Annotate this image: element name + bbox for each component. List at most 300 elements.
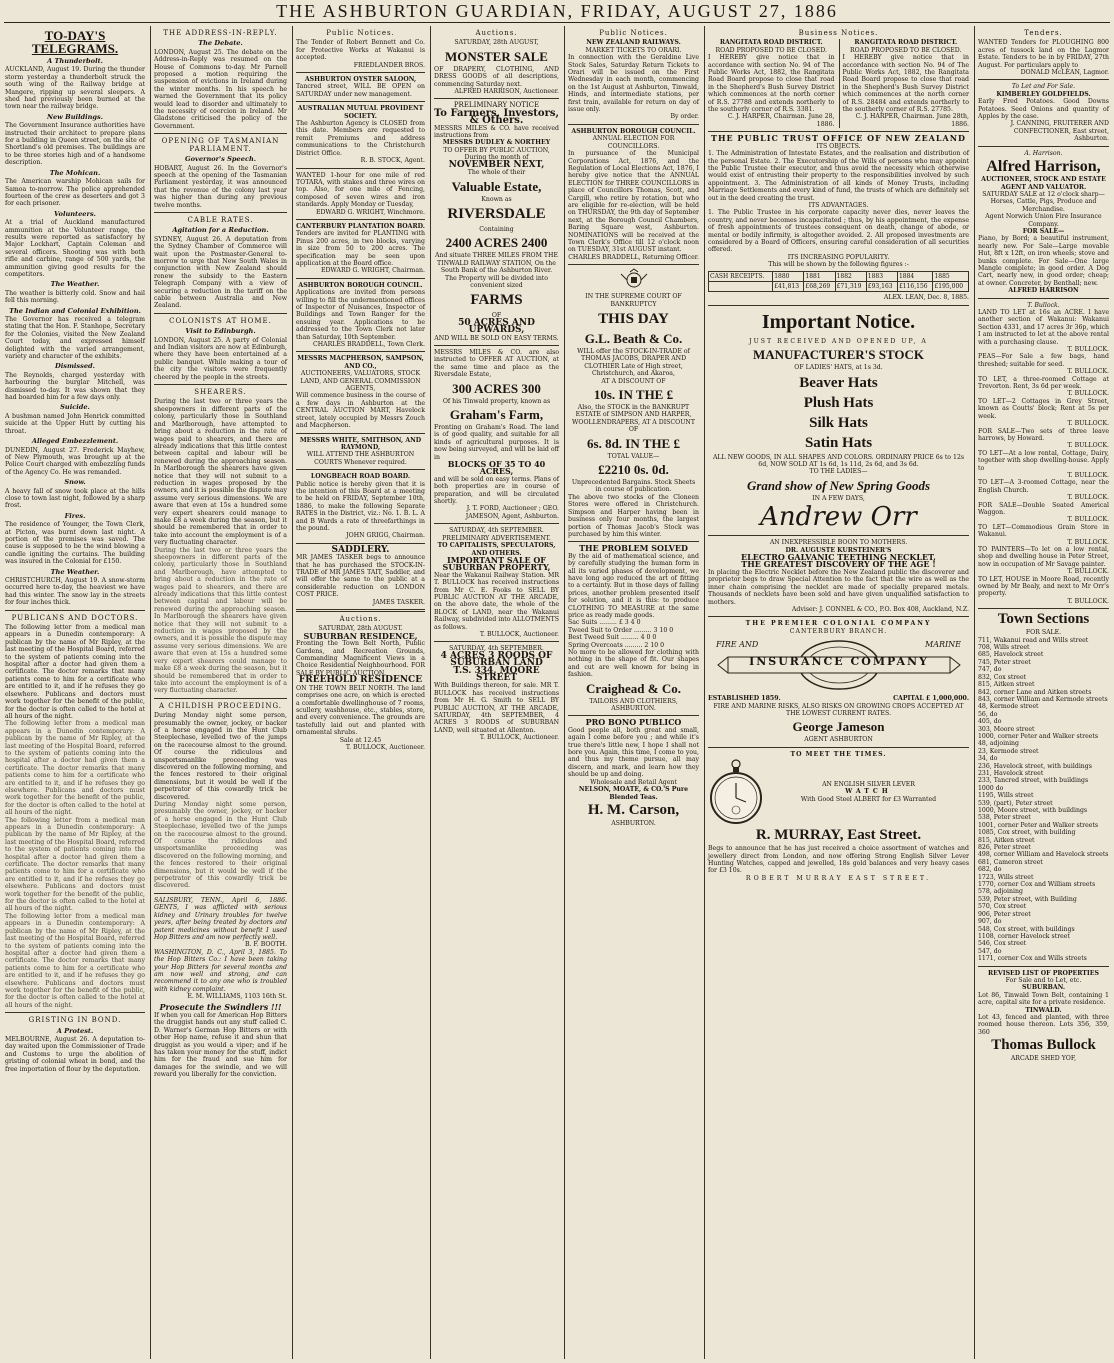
advert-title: ELECTRO GALVANIC TEETHING NECKLET, <box>741 552 936 563</box>
listing-signature: T. BULLOCK. <box>1067 442 1109 450</box>
article-title: CABLE RATES. <box>187 215 254 224</box>
watch-advert-body: AN ENGLISH SILVER LEVER <box>822 781 915 789</box>
telegram-body: The residence of Younger, the Town Clerk, at Picton, was burnt down last night. A portion of the premises was saved. The cause is supposed to be the wind blowing a candle igniting the curtains. The building was insured in the Colonial for £150. <box>5 521 145 566</box>
article-body-filler: The following letter from a medical man appears in a Dunedin contemporary: A publican by the name of Mr Ripley, at the last meeting of the Hospital Board, referred to the system of patients coming into the hospital after a doctor had given them a certificate. The doctor remarks that many patients come to him for a certificate who are entitled to it, and if he refuses they go elsewhere. Publicans and doctors must work together for the benefit of the public, for the doctor is often called to the hotel at all hours of the night. <box>5 720 145 817</box>
price-item: Best Tweed Suit <box>568 634 619 642</box>
hat-item: Beaver Hats <box>799 374 878 391</box>
divider <box>296 543 425 544</box>
divider <box>708 305 969 306</box>
divider <box>5 610 145 611</box>
tender-signature: DONALD McLEAN, Lagmor. <box>1020 69 1109 77</box>
price-value: 3 10 0 <box>653 626 674 634</box>
table-cell: 1883 <box>866 271 897 281</box>
notice-title: RANGITATA ROAD DISTRICT. <box>854 39 958 47</box>
price-row: Tweed Suit to Order ......... 3 10 0 <box>568 626 674 634</box>
table-cell: 1884 <box>897 271 932 281</box>
town-sections-list <box>978 637 1109 963</box>
auction-title: T.S. 334, MOORE STREET <box>453 665 540 683</box>
telegram-body: The Reynolds, charged yesterday with harbouring the burglar Mitchell, was dismissed to-day. It was shown that they had boarded him for a few days only. <box>5 371 145 402</box>
telegrams-title: TO-DAY'S TELEGRAMS. <box>31 28 119 56</box>
auction-body: OF <box>491 312 502 320</box>
listing-body: TO LET—At a low rental, Cottage, Dairy, together with shop dwelling-house. Apply to <box>978 449 1109 472</box>
article-subtitle: A Protest. <box>56 1026 94 1035</box>
listing-body: FOR SALE—Two sets of three leave harrows, by Howard. <box>978 427 1109 442</box>
divider <box>296 101 425 102</box>
insurance-details <box>708 695 969 702</box>
town-section-item: 1195, Wills street <box>978 792 1034 800</box>
advert-body: Piano, by Bord; a beautiful instrument, nearly new. For Sale—Large movable Hut, 8ft x 12ft, on iron wheels; stove and bunks complete. For Sale—One large Mangle complete; in good order. A Dog Cart, nearly new, in good order; cheap; at owner. Concreter, by Benthall; new. <box>978 235 1109 287</box>
notice-body: WILL ATTEND THE ASHBURTON COURTS Whenever required. <box>306 451 415 466</box>
article-title: THE ADDRESS-IN-REPLY. <box>163 29 278 37</box>
telegram-body: CHRISTCHURCH, August 19. A snow-storm occurred here to-day, the heaviest we have had this winter. The snow lay in the streets for four inches thick. <box>5 577 145 607</box>
auction-date: SATURDAY, 28th AUGUST. <box>318 625 403 633</box>
divider <box>708 535 969 536</box>
notice-body: JUST RECEIVED AND OPENED UP, A <box>749 337 928 345</box>
auctioneer-body: SATURDAY SALE at 12 o'clock sharp—Horses, Cattle, Pigs, Produce and Merchandise. <box>982 190 1105 213</box>
notice-signature: R. B. STOCK, Agent. <box>360 157 425 165</box>
town-section-item: 843, corner William and Kermode streets <box>978 695 1108 703</box>
listing-signature: T. BULLOCK. <box>1067 568 1109 576</box>
listing-signature: T. BULLOCK. <box>1067 471 1109 479</box>
notice-body: The Ashburton Agency is CLOSED from this date. Members are requested to remit Premiums and address communications to the Christchurch District Office. <box>296 120 425 157</box>
public-trust-body: 1. The Administration of Intestate Estates, and the realisation and distribution of the personal Estate. 2. The Executorship of the Wills of persons who may appoint the Public Trustee their executor, and thus avoid the necessity which otherwise would exist of entrusting their property to the responsibilities involved by such appointment. 3. The Administration of all kinds of Money Trusts, including Marriage Settlements and every kind of fund, the trusts of which are definitely set out in the deed creating the trust. <box>708 150 969 202</box>
section-title: To Let and For Sale. <box>1011 83 1076 91</box>
article-body-filler: During the last two or three years the sheepowners in different parts of the colony, particularly those in Southland and Marlborough, have attempted to bring about a reduction in the rate of wages paid to shearers, and there are already indications that this little contest between capital and labour will be renewed during the approaching season. In Marlborough the shearers have given notice that they will not submit to a reduction in wages proposed by the owners, and it is possible the dispute may assume very serious dimensions. We are aware that even at 15s a hundred some very expert shearers could manage to make £8 a week during the season, but it should be remembered that in order to take into account the employment is of a very fluctuating character. <box>154 546 287 695</box>
notice-title: CANTERBURY PLANTATION BOARD. <box>296 222 425 230</box>
auction-title: FARMS <box>470 292 523 309</box>
auction-title: 50 ACRES AND UPWARDS, <box>458 317 535 336</box>
watch-advert <box>708 758 969 826</box>
bullock-name: Thomas Bullock <box>991 1037 1096 1054</box>
telegram-heading: Volunteers. <box>54 209 96 218</box>
town-section-item: 711, Wakanui road and Wills street <box>978 636 1089 644</box>
advert-title: FOR SALE— <box>1022 227 1065 235</box>
town-section-item: 747, do <box>978 666 1002 674</box>
divider <box>978 146 1109 147</box>
notice-body: ALL NEW GOODS, IN ALL SHAPES AND COLORS. ORDINARY PRICE 6s to 12s 6d, NOW SOLD AT 1s 6d, 1s 11d, 2s 6d, and 3s 6d. <box>712 453 965 469</box>
town-section-item: 405, do <box>978 718 1002 726</box>
advert-signature: TAILORS AND CLOTHIERS, ASHBURTON. <box>589 697 678 713</box>
advert-title: KIMBERLEY GOLDFIELDS. <box>996 90 1091 98</box>
public-trust-title: THE PUBLIC TRUST OFFICE OF NEW ZEALAND <box>711 133 966 144</box>
town-section-item: 578, adjoining <box>978 888 1023 896</box>
table-cell: £41,813 <box>773 282 804 292</box>
divider <box>708 747 969 748</box>
article-body-filler: The following letter from a medical man appears in a Dunedin contemporary: A publican by the name of Mr Ripley, at the last meeting of the Hospital Board, referred to the system of patients coming into the hospital after a doctor had given them a certificate. The doctor remarks that many patients come to him for a certificate who are entitled to it, and if he refuses they go elsewhere. Publicans and doctors must work together for the benefit of the public, for the doctor is often called to the hotel at all hours of the night. <box>5 912 145 1009</box>
town-section-item: 233, Tancred street, with buildings <box>978 777 1089 785</box>
notice-body: The above two stocks of the Cloneen Stores were offered in Christchurch. Simpson and Harper having been in business only four months, the largest portion of Thomas Jacob's Stock was purchased by him this winter. <box>568 493 699 538</box>
advert-body: Wholesale and Retail Agent <box>590 778 677 786</box>
telegram-heading: New Buildings. <box>46 112 104 121</box>
article-body: MELBOURNE, August 26. A deputation to-day waited upon the Commissioner of Trade and Customs to urge the abolition of gristing of colonial wheat in bond, and the free importation of flour by the deputation. <box>5 1035 145 1073</box>
notice-body: The Tender of Robert Bennett and Co. for Protective Works at Wakanui is accepted. <box>296 39 425 62</box>
notice-signature: C. J. HARPER, Chairman. June 28th, 1886. <box>855 113 969 128</box>
public-trust-heading: ITS INCREASING POPULARITY. <box>787 253 890 261</box>
notice-title: ASHBURTON BOROUGH COUNCIL. <box>571 127 696 135</box>
town-section-item: 48, adjoining <box>978 740 1019 748</box>
auction-body: OF DRAPERY, CLOTHING, AND DRESS GOODS of all descriptions, commencing Saturday next. <box>434 65 559 88</box>
notice-title: LONGBEACH ROAD BOARD. <box>310 473 411 481</box>
auctioneer-description: AUCTIONEER, STOCK AND ESTATE AGENT AND VALUATOR. <box>981 176 1106 191</box>
listing-signature: T. BULLOCK. <box>1067 346 1109 354</box>
telegram-body: The Government Insurance authorities have instructed their architect to prepare plans for a building in Queen street, on the site of Shortland's old premises. The buildings are to be three stories high and of a handsome description. <box>5 122 145 167</box>
listing-signature: T. BULLOCK. <box>1067 597 1109 605</box>
notice-body: Public notice is hereby given that it is the intention of this Board at a meeting to be held on FRIDAY, September 10th, 1886, to make the following Separate RATES in the District, viz.: No. 1. B. L. A and B Wards a rate of threefarthings in the pound. <box>296 480 425 532</box>
article-title: SHEARERS. <box>194 388 247 397</box>
article-title: COLONISTS AT HOME. <box>169 316 272 325</box>
auction-body: MESSRS MILES & CO. have received instructions from <box>434 124 559 140</box>
auction-body: and will be sold on easy terms. Plans of both properties are in course of preparation, and will be circulated shortly. <box>434 475 559 506</box>
insurance-marine-label: MARINE <box>925 640 961 650</box>
auction-title: MONSTER SALE <box>445 48 548 64</box>
article-subtitle: The Debate. <box>198 39 243 48</box>
murray-signature: ROBERT MURRAY EAST STREET. <box>745 874 932 882</box>
town-section-item: 23, Kermode street <box>978 747 1039 755</box>
notice-body: Tenders are invited for PLANTING with Pinus 200 acres, in two blocks, varying in size from 50 to 200 acres. The specification may be seen upon application at the Board office. <box>296 230 425 267</box>
notice-subtitle: AUCTIONEERS, VALUATORS, STOCK LAND, AND GENERAL COMMISSION AGENTS, <box>300 370 421 393</box>
auction-sale-time: Sale at 12.45 <box>339 736 382 744</box>
notice-body: WILL offer the STOCK-IN-TRADE of THOMAS JACOBS, DRAPER AND CLOTHIER Late of High street, Christchurch, and Akaroa, <box>577 348 690 378</box>
telegram-heading: Fires. <box>64 511 86 520</box>
listing-body: TO PAINTERS—To let on a low rental, shop and dwelling house in Peter Street, now in occupation of Mr Savage painter. <box>978 546 1109 568</box>
pocket-watch-icon <box>708 758 764 826</box>
column-business-notices <box>704 26 972 1359</box>
notice-subtitle: ROAD PROPOSED TO BE CLOSED. <box>849 46 962 54</box>
advert-title: DR. AUGUSTE KURSTEINER'S <box>785 546 892 554</box>
notice-signature: C. J. HARPER, Chairman. June 28, 1886. <box>727 113 835 128</box>
telegram-body: The weather is bitterly cold. Snow and hail fell this morning. <box>5 289 145 305</box>
divider <box>296 433 425 434</box>
divider <box>154 133 287 134</box>
article-body: LONDON, August 25. A party of Colonial and Indian visitors are now at Edinburgh, where they have been entertained at a public banquet. While making a tour of the city the visitors were frequently cheered by the people in the streets. <box>154 336 287 381</box>
royal-crest-icon <box>619 268 649 290</box>
column-public-notices-2 <box>564 26 702 1359</box>
auction-body: And situate THREE MILES FROM THE TINWALD RAILWAY STATION, On the South Bank of the Ashburton River. <box>435 252 558 275</box>
auction-title: Graham's Farm, <box>449 407 544 422</box>
notice-title: MANUFACTURER'S STOCK <box>752 347 925 363</box>
town-section-item: 56, do <box>978 710 998 718</box>
watch-advert-body: With Good Steel ALBERT for £3 Warranted <box>800 795 937 803</box>
town-section-item: 34, do <box>978 755 998 763</box>
price-item: Sac Suits <box>568 619 598 627</box>
divider <box>296 469 425 470</box>
total-value-label: TOTAL VALUE— <box>607 452 660 460</box>
insurance-established: ESTABLISHED 1859. <box>708 695 781 703</box>
notice-signature: JOHN GRIGG, Chairman. <box>346 532 425 540</box>
column-telegrams <box>2 26 148 1359</box>
advert-body: Early Fred Potatoes. Good Downs Potatoes. Seed Onions and quantity of Apples by the case. <box>978 98 1109 121</box>
divider <box>154 313 287 314</box>
notice-signature: CHARLES BRADDELL, Town Clerk. <box>312 341 425 349</box>
article-subtitle: Agitation for a Reduction. <box>172 226 269 235</box>
testimonial-signature: E. M. WILLIAMS, 1103 16th St. <box>187 993 287 1001</box>
revised-list-heading: SUBURBAN. <box>1021 984 1066 992</box>
divider <box>568 264 699 265</box>
insurance-branch: CANTERBURY BRANCH. <box>789 627 888 635</box>
price-item: Spring Overcoats <box>568 641 623 649</box>
auction-date: SATURDAY, 4th SEPTEMBER. <box>449 527 544 535</box>
article-title: PUBLICANS AND DOCTORS. <box>11 613 139 622</box>
article-body-filler: During Monday night some person, presumably the owner, jockey, or backer of a horse engaged in the Hunt Club Steeplechase, levelled two of the jumps on the racecourse almost to the ground. Of course the ridiculous and unsportsmanlike proceeding was discovered on the following morning, and the fences restored to their original dimensions, but it would be well if the perpetrator of this cowardly trick be discovered. <box>154 801 287 890</box>
road-notice-left <box>708 39 835 128</box>
town-section-item: 815, Aitken street <box>978 681 1035 689</box>
auction-signature: T. BULLOCK, Auctioneer. <box>479 630 559 638</box>
town-sections-subtitle: FOR SALE. <box>1025 629 1062 637</box>
column-head: Public Notices. <box>599 29 668 37</box>
notice-title: SADDLERY. <box>331 544 390 555</box>
notice-signature: EDWARD G. WRIGHT, Chairman. <box>320 267 425 275</box>
insurance-body: FIRE AND MARINE RISKS, ALSO RISKS ON GROWING CROPS ACCEPTED AT THE LOWEST CURRENT RATES. <box>713 702 964 717</box>
telegram-body: DUNEDIN, August 27. Frederick Mayhew, of New Plymouth, was brought up at the Police Court charged with embezzling funds of the Agency Co. He was remanded. <box>5 446 145 476</box>
notice-body: Applications are invited from persons willing to fill the undermentioned offices of Inspector of Nuisances, Inspector of Buildings and Town Ranger for the ensuing year. Applications to be addressed to the Town Clerk not later than Saturday, 10th September. <box>296 289 425 341</box>
road-notices <box>708 39 969 128</box>
telegram-body: At a trial of Auckland manufactured ammunition at the Volunteer range, the results were reported as satisfactory by Major Lockhart, Captain Coleman and several officers. Shooting was with both rifle and carbine, range of 500 yards, the ammunition giving good results for the competitors. <box>5 219 145 278</box>
town-section-item: 1770, corner Cox and William streets <box>978 881 1096 889</box>
auction-date: SATURDAY, 4th SEPTEMBER. <box>449 645 544 653</box>
divider <box>978 608 1109 609</box>
auction-body: Fronting the Town Belt North, Public Gardens, and Recreation Grounds, Commanding Magnificent Views in a Choice Residential Neighbourhood. FOR SALE BY PUBLIC AUCTION. <box>296 640 425 677</box>
notice-body: In pursuance of the Municipal Corporations Act, 1876, and the Regulation of Local Elections Act, 1876, I hereby give notice that the ANNUAL ELECTION for THREE COUNCILLORS in place of Councillors Thomas, Scott, and Cargill, who retire by rotation, but who are eligible for re-election, will be held on THURSDAY, the 9th day of September next, at the Borough Council Chambers, Baring Square west, Ashburton. NOMINATIONS will be received at the Town Clerk's Office till 12 o'clock noon on TUESDAY, 31st AUGUST instant. <box>568 150 699 254</box>
auction-signature: T. BULLOCK, Auctioneer. <box>345 743 425 751</box>
town-section-item: 907, do <box>978 918 1002 926</box>
murray-body: Begs to announce that he has just received a choice assortment of watches and jewellery direct from London, and now offering Strong English Silver Lever Hunting Watches, capped and jewelled, 18s gold balances and very heavy cases for £3 10s. <box>708 845 969 875</box>
article-body: During Monday night some person, presumably the owner, jockey, or backer of a horse engaged in the Hunt Club Steeplechase, levelled two of the jumps on the racecourse almost to the ground. Of course the ridiculous and unsportsmanlike proceeding was discovered on the following morning, and the fences restored to their original dimensions, but it would be well if the perpetrator of this cowardly trick be discovered. <box>154 712 287 801</box>
price-row: Sac Suits ......... £ 3 4 0 <box>568 619 641 627</box>
column-tenders <box>974 26 1112 1359</box>
notice-body: OF LADIES' HATS, at 1s 3d. <box>794 364 883 372</box>
article-title: A CHILDISH PROCEEDING. <box>158 701 283 710</box>
column-public-notices <box>292 26 428 1359</box>
auction-body: The Property will be divided into convenient sized <box>444 274 549 289</box>
table-cell: £116,156 <box>897 282 932 292</box>
auctioneer-name: Alfred Harrison, <box>986 158 1101 176</box>
advert-body: Good people all, both great and small, again I come before you ; and while it's true there's little new, I hope I shall not bore you. Again, this time, I come to you, and thus my theme pursue, all may discern, and mark, and learn how they should be up and doing. <box>568 726 699 779</box>
divider <box>296 219 425 220</box>
divider <box>978 298 1109 299</box>
notice-title: MESSRS MACPHERSON, SAMPSON, AND CO., <box>297 355 424 370</box>
advert-merchant: H. M. Carson, <box>587 801 680 818</box>
watch-advert-title: TO MEET THE TIMES. <box>790 750 887 758</box>
listing-signature: T. BULLOCK. <box>1067 516 1109 524</box>
listing-body: PEAS—For Sale a few bags, hand threshed; suitable for seed. <box>978 353 1109 368</box>
listing-signature: T. BULLOCK. <box>1067 368 1109 376</box>
town-section-item: 546, Cox street <box>978 940 1027 948</box>
town-section-item: 48, Kermode street <box>978 703 1039 711</box>
divider <box>296 72 425 73</box>
town-section-item: 547, do <box>978 947 1002 955</box>
town-section-item: 682, do <box>978 866 1002 874</box>
town-section-item: 745, Peter street <box>978 658 1031 666</box>
column-head: Tenders. <box>1024 29 1063 37</box>
column-news <box>150 26 290 1359</box>
column-head: Auctions. <box>339 615 382 624</box>
town-section-item: 842, corner Lane and Aitken streets <box>978 688 1092 696</box>
price-row: Best Tweed Suit ......... 4 0 0 <box>568 634 657 642</box>
divider <box>296 351 425 352</box>
andrew-orr-signature: Andrew Orr <box>760 502 917 533</box>
notice-subtitle: ANNUAL ELECTION FOR COUNCILLORS. <box>592 135 675 150</box>
public-trust-heading: ITS ADVANTAGES. <box>808 201 869 209</box>
divider <box>568 715 699 716</box>
divider <box>154 212 287 213</box>
listing-signature: T. BULLOCK. <box>1067 538 1109 546</box>
article-subtitle: Governor's Speech. <box>184 155 257 164</box>
notice-signature: FRIEDLANDER BROS. <box>353 61 425 69</box>
table-cell: 1882 <box>835 271 866 281</box>
hat-item: Satin Hats <box>804 434 873 451</box>
town-section-item: 498, corner William and Havelock streets <box>978 851 1109 859</box>
table-cell <box>709 282 773 292</box>
town-section-item: 1001, corner Peter and Walker streets <box>978 821 1099 829</box>
auction-date: SATURDAY, 28th AUGUST, <box>454 39 539 47</box>
price-value: 4 0 0 <box>640 634 657 642</box>
listing-body: TO LET—2 Cottages in Grey Street, known as Coutts' block; Rent at 5s per week. <box>978 397 1109 420</box>
auction-signature: J. T. FORD, Auctioneer ; GEO. JAMESON, Agent, Ashburton. <box>465 505 559 520</box>
listing-body: FOR SALE—Double Seated Americal Waggon. <box>978 501 1109 516</box>
table-cell: £68,269 <box>804 282 835 292</box>
table-cell: CASH RECEIPTS. <box>709 271 773 281</box>
notice-subtitle: ROAD PROPOSED TO BE CLOSED. <box>715 46 828 54</box>
notice-title: NEW ZEALAND RAILWAYS. <box>586 39 681 47</box>
insurance-agent-sub: AGENT ASHBURTON <box>804 736 873 744</box>
auction-body: AND WILL BE SOLD ON EASY TERMS. <box>434 334 559 342</box>
notice-body: Will commence business in the course of a few days in Ashburton at the CENTRAL AUCTION MART, Havelock street, lately occupied by Messrs Zouch and Macpherson. <box>296 392 425 430</box>
auction-title: Valuable Estate, <box>451 178 542 194</box>
table-cell: £93,163 <box>866 282 897 292</box>
discount-amount: 10s. IN THE £ <box>593 387 674 403</box>
town-section-item: 539, (part), Peter street <box>978 799 1053 807</box>
telegram-heading: A Thunderbolt. <box>47 57 103 65</box>
divider <box>154 893 287 894</box>
notice-body: Tancred street, WILL BE OPEN on SATURDAY under new management. <box>296 83 425 98</box>
advert-body: If when you call for American Hop Bitters the druggist hands out any stuff called C. D. Warner's German Hop Bitters or with other Hop name, refuse it and shun that druggist as you would a viper; and if he has taken your money for the stuff, indict him for the fraud and sue him for damages for the swindle, and we will reward you liberally for the conviction. <box>154 1011 287 1079</box>
advert-title: THE GREATEST DISCOVERY OF THE AGE ! <box>741 559 936 570</box>
auction-body: Of his Tinwald property, known as <box>442 397 551 405</box>
notice-body: WANTED 1-hour for one mile of red TOTARA, with stakes and three wires on top. Also, for one mile of Fencing, composed of seven wires and iron standards. Apply Monday or Tuesday, <box>296 171 425 209</box>
telegram-heading: Alleged Embezzlement. <box>31 437 119 446</box>
notice-title: RANGITATA ROAD DISTRICT. <box>719 39 823 47</box>
public-trust-heading: ITS OBJECTS. <box>816 142 861 150</box>
testimonial: WASHINGTON, D. C., April 3, 1885. To the Hop Bitters Co.: I have been taking your Hop Bitters for several months and am now well and strong, and can recommend it to any one who is troubled with kidney complaint. <box>154 948 287 993</box>
listing-body: TO LET—Commodious Grain Store in Wakanui. <box>978 523 1109 539</box>
town-section-item: 681, Cameron street <box>978 858 1043 866</box>
telegram-body: A bushman named John Henrick committed suicide at the Upper Hutt by cutting his throat. <box>5 412 145 435</box>
listing-signature: T. BULLOCK. <box>1067 390 1109 398</box>
divider <box>434 523 559 524</box>
notice-signature: JAMES TASKER. <box>372 598 425 606</box>
court-title: IN THE SUPREME COURT OF BANKRUPTCY <box>585 293 682 308</box>
divider <box>978 966 1109 967</box>
price-row: Spring Overcoats ......... 2 10 0 <box>568 641 665 649</box>
divider <box>154 384 287 385</box>
table-cell: 1885 <box>933 271 969 281</box>
article-title: GRISTING IN BOND. <box>28 1016 122 1025</box>
listing-body: LAND TO LET at 16s an ACRE. I have another section of Wakanui: Wakanui Section 4331, and 17 acres 3r 36p, which I am instructed to let at the above rental with a purchasing clause. <box>978 309 1109 346</box>
price-table <box>568 619 699 649</box>
telegram-heading: The Mohican. <box>49 168 101 177</box>
section-title: A. Harrison. <box>1024 149 1063 157</box>
town-section-item: 708, Wills street <box>978 644 1030 652</box>
advert-merchant: Craighead & Co. <box>586 680 681 696</box>
important-notice-title: Important Notice. <box>761 310 916 333</box>
price-item: Tweed Suit to Order <box>568 626 632 634</box>
insurance-emblem <box>708 637 969 693</box>
insurance-agent: George Jameson <box>792 719 885 735</box>
auction-title: PRELIMINARY ADVERTISEMENT. <box>442 534 551 542</box>
notice-body: I HEREBY give notice that in accordance with section No. 94 of The Public Works Act, 1882, the Rangitata Road Board propose to close that road in the Shepherd's Bush Survey District which commences at the north corner of R.S. 27788 and extends northerly to the southerly corner of R.S. 3381. <box>708 54 835 114</box>
notice-body: MR JAMES TASKER begs to announce that he has purchased the STOCK-IN-TRADE of MR JAMES TAIT, Saddler, and will offer the same to the public at a considerable reduction on LONDON COST PRICE. <box>296 554 425 599</box>
table-cell: £71,319 <box>835 282 866 292</box>
town-section-item: 906, Peter street <box>978 910 1031 918</box>
telegram-heading: Suicide. <box>60 403 90 412</box>
price-value: 2 10 0 <box>644 641 665 649</box>
telegram-body: The Governor has received a telegram stating that the Hon. F. Stanhope, Secretary for the Colonies, visited the New Zealand Court today, and expressed himself delighted with the varied arrangement, variety and character of the exhibits. <box>5 316 145 361</box>
town-section-item: 826, Peter street <box>978 844 1031 852</box>
telegram-body: A heavy fall of snow took place at the hills close to town last night, followed by a sharp frost. <box>5 487 145 510</box>
insurance-header: THE PREMIER COLONIAL COMPANY <box>745 620 932 628</box>
divider <box>708 131 969 132</box>
auction-month: NOVEMBER NEXT, <box>448 159 545 170</box>
telegram-body: AUCKLAND, August 19. During the thunder storm yesterday a thunderbolt struck the south wing of the Railway bridge at Mangere, ripping up several sleepers. A shed had previously been burned at the town near the railway bridge. <box>5 66 145 111</box>
column-auctions <box>430 26 562 1359</box>
notice-title: ASHBURTON BOROUGH COUNCIL. <box>298 281 423 289</box>
article-title: OPENING OF TASMANIAN PARLIAMENT. <box>161 137 280 153</box>
advert-body: In placing the Electric Necklet before the New Zealand public the discoverer and proprietor begs to draw Special Attention to the fact that the wire as well as the inner chain comprising the necklet are made of specially prepared metals. Thousands of necklets have been sold and have given unqualified satisfaction to mothers. <box>708 568 969 606</box>
advert-signature: J. CANNING, FRUITERER AND CONFECTIONER, East street, Ashburton. <box>1010 120 1109 143</box>
town-section-item: 815, Aitken street <box>978 836 1035 844</box>
auction-signature: ALFRED HARRISON, Auctioneer. <box>454 88 559 96</box>
notice-subtitle: MARKET TICKETS TO ORARI. <box>585 46 682 54</box>
notice-body: Also, the STOCK in the BANKRUPT ESTATE of SIMPSON AND HARPER, WOOLLENDRAPERS, AT A DISCOUNT OF <box>572 404 695 434</box>
town-section-item: 832, Cox street <box>978 673 1027 681</box>
divider <box>708 616 969 617</box>
auction-title: IMPORTANT SALE OF SUBURBAN PROPERTY, <box>442 554 551 573</box>
column-head: Business Notices. <box>798 29 879 37</box>
advert-heading: Prosecute the Swindlers !!! <box>159 1001 282 1012</box>
bullock-address: ARCADE SHED YOF, <box>1010 1055 1077 1063</box>
auction-body: The whole of their <box>467 169 526 177</box>
estate-acreage: 2400 ACRES 2400 <box>445 235 548 251</box>
divider <box>568 541 699 542</box>
town-section-item: 303, Moore street <box>978 725 1035 733</box>
divider <box>434 98 559 99</box>
auction-body: TO OFFER BY PUBLIC AUCTION, During the month of <box>443 146 550 162</box>
notice-signature: CHARLES BRADDELL, Returning Officer. <box>568 253 699 261</box>
town-section-item: 538, Peter street <box>978 814 1031 822</box>
merchant-name: G.L. Beath & Co. <box>584 331 683 346</box>
article-body: During the last two or three years the sheepowners in different parts of the colony, particularly those in Southland and Marlborough, have attempted to bring about a reduction in the rate of wages paid to shearers, and there are already indications that this little contest between capital and labour will be renewed during the approaching season. In Marlborough the shearers have given notice that they will not submit to a reduction in wages proposed by the owners, and it is possible the dispute may assume very serious dimensions. We are aware that even at 15s a hundred some very expert shearers could manage to make £8 a week during the season, but it should be remembered that in order to take into account the employment is of a very fluctuating character. <box>154 398 287 547</box>
auction-signature: T. BULLOCK, Auctioneer. <box>479 734 559 742</box>
town-section-item: 1085, Cox street, with building <box>978 829 1076 837</box>
advert-subtitle: AN INEXPRESSIBLE BOON TO MOTHERS. <box>769 539 908 547</box>
article-subtitle: Visit to Edinburgh. <box>185 327 256 336</box>
divider <box>296 278 425 279</box>
auction-body: Known as <box>481 195 512 203</box>
advert-signature: ALFRED HARRISON <box>1008 287 1079 295</box>
this-day-title: THIS DAY <box>598 311 669 327</box>
town-section-item: 685, Havelock street <box>978 651 1044 659</box>
notice-signature: EDWARD G. WRIGHT, Winchmore. <box>315 208 425 216</box>
advert-signature: ASHBURTON. <box>611 819 656 827</box>
telegram-heading: Snow. <box>64 478 86 487</box>
telegram-heading: Dismissed. <box>55 362 95 371</box>
masthead: THE ASHBURTON GUARDIAN, FRIDAY, AUGUST 27, 1886 <box>276 1 838 21</box>
auction-title: FREEHOLD RESIDENCE <box>298 675 423 686</box>
article-body: HOBART, August 26. In the Governor's speech at the opening of the Tasmanian Parliament yesterday, it was announced that the revenue of the colony last year was higher than during any previous twelve months. <box>154 164 287 209</box>
town-section-item: 1000 do <box>978 784 1004 792</box>
public-trust-body: 1. The Public Trustee in his corporate capacity never dies, never leaves the country, and never becomes incapacitated ; thus, by his appointment, the expense of fresh appointments of trustees consequent on death, change of abode, or mental or bodily infirmity, is altogether avoided. 2. All proposed investments are considered by a Board of Officers, ensuring careful consideration of all securities offered. <box>708 209 969 254</box>
notice-body: Unprecedented Bargains. Stock Sheets in course of publication. <box>571 479 696 494</box>
